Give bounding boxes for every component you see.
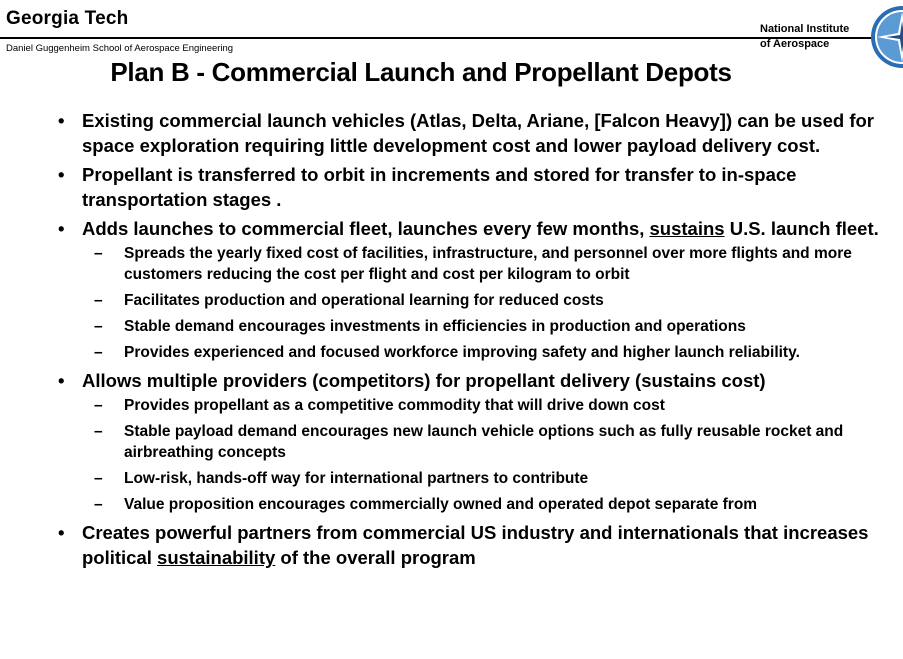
sub-bullet-item: – Low-risk, hands-off way for international partners to contribute [94, 470, 589, 487]
bullet-marker: • [58, 164, 65, 185]
sub-bullet-text: Stable payload demand encourages new launch vehicle options such as fully reusable rocket and airbreathing concepts [124, 423, 844, 461]
bullet-text: Existing commercial launch vehicles (Atlas, Delta, Ariane, [Falcon Heavy]) can be used for space exploration requiring little development cost and lower payload delivery cost. [82, 110, 874, 156]
sub-bullet-item: – Provides propellant as a competitive commodity that will drive down cost [94, 397, 665, 414]
sub-bullet-item: – Value proposition encourages commercially owned and operated depot separate from [94, 496, 758, 513]
compass-star-icon [869, 4, 903, 70]
sub-bullet-list [82, 243, 894, 363]
sub-bullet-item: – Stable demand encourages investments in efficiencies in production and operations [94, 318, 746, 335]
bullet-text: Adds launches to commercial fleet, launches every few months, sustains U.S. launch fleet. [82, 218, 879, 239]
bullet-text: Propellant is transferred to orbit in increments and stored for transfer to in-space transportation stages . [82, 164, 797, 210]
partner-name-line2: of Aerospace [760, 38, 830, 50]
partner-name [760, 22, 849, 52]
sub-bullet-text: Provides propellant as a competitive commodity that will drive down cost [124, 397, 665, 414]
bullet-text: Creates powerful partners from commercial US industry and internationals that increases political sustainability of the overall program [82, 522, 869, 568]
sub-bullet-text: Low-risk, hands-off way for international partners to contribute [124, 470, 589, 487]
sub-bullet-text: Facilitates production and operational learning for reduced costs [124, 292, 604, 309]
sub-bullet-item: – Facilitates production and operational learning for reduced costs [94, 292, 604, 309]
bullet-item [58, 216, 894, 363]
sub-bullet-text: Provides experienced and focused workforce improving safety and higher launch reliability. [124, 344, 800, 361]
bullet-item [58, 108, 894, 158]
header-divider [0, 37, 872, 39]
school-name: Daniel Guggenheim School of Aerospace Engineering [6, 43, 234, 54]
underlined-term: sustainability [157, 547, 276, 568]
underlined-term: sustains [649, 218, 725, 239]
sub-bullet-item: – Provides experienced and focused workforce improving safety and higher launch reliability. [94, 344, 800, 361]
bullet-marker: • [58, 218, 65, 239]
institution-name: Georgia Tech [6, 8, 129, 29]
sub-bullet-item: – Spreads the yearly fixed cost of facilities, infrastructure, and personnel over more flights and more customers reducing the cost per flight and cost per kilogram to orbit [94, 245, 852, 283]
sub-bullet-text: Value proposition encourages commercially owned and operated depot separate from [124, 496, 758, 513]
sub-bullet-list [82, 395, 894, 515]
bullet-item [58, 368, 894, 515]
bullet-list [58, 108, 894, 574]
sub-bullet-text: Stable demand encourages investments in efficiencies in production and operations [124, 318, 746, 335]
sub-bullet-text: Spreads the yearly fixed cost of facilities, infrastructure, and personnel over more flights and more customers reducing the cost per flight and cost per kilogram to orbit [124, 245, 852, 283]
partner-name-line1: National Institute [760, 23, 850, 35]
bullet-marker: • [58, 522, 65, 543]
bullet-item [58, 162, 894, 212]
sub-bullet-item: – Stable payload demand encourages new launch vehicle options such as fully reusable rocket and airbreathing concepts [94, 423, 844, 461]
slide-title: Plan B - Commercial Launch and Propellant Depots [110, 57, 732, 87]
bullet-text: Allows multiple providers (competitors) for propellant delivery (sustains cost) [82, 370, 766, 391]
bullet-marker: • [58, 370, 65, 391]
bullet-marker: • [58, 110, 65, 131]
bullet-item [58, 520, 894, 570]
